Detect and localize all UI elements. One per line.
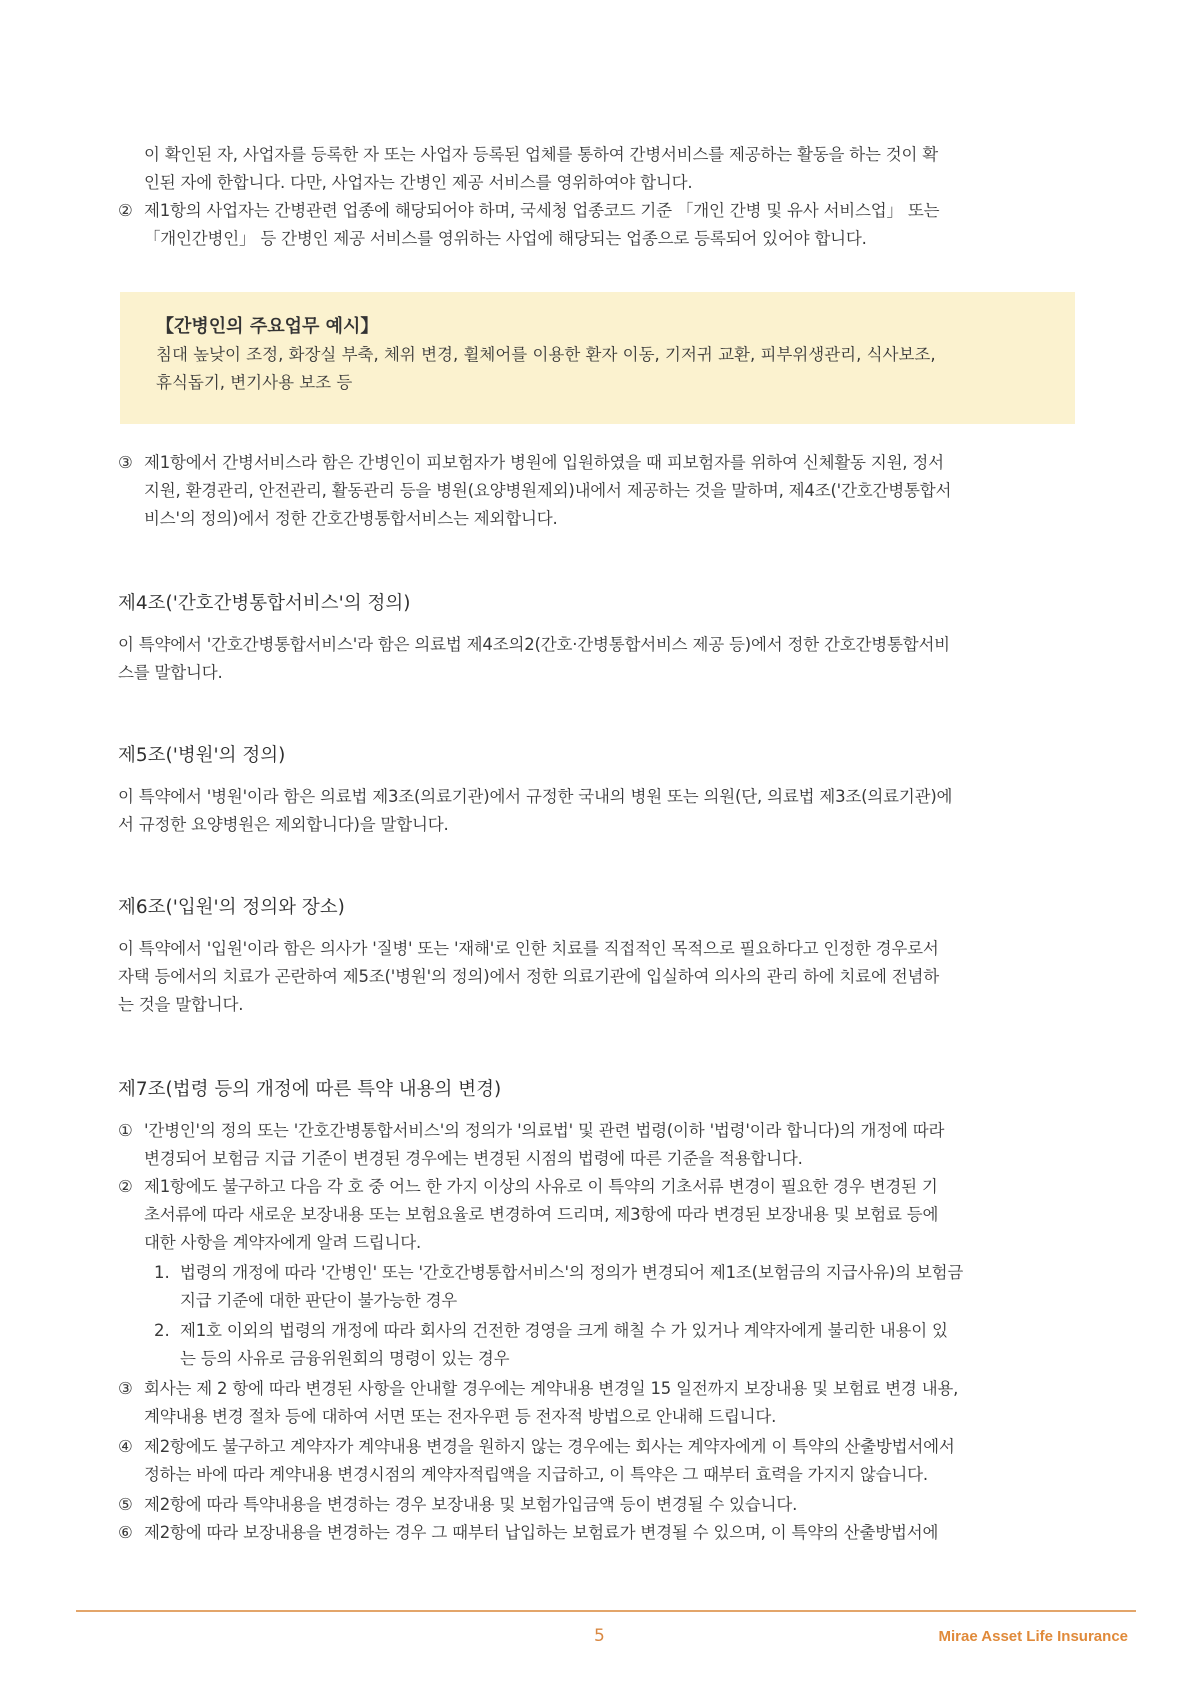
article-7-p3-line-2: 계약내용 변경 절차 등에 대하여 서면 또는 전자우편 등 전자적 방법으로 안내해 드립니다. [144, 1407, 777, 1426]
duty-example-box [120, 292, 1075, 424]
item3-line-3: 비스'의 정의)에서 정한 간호간병통합서비스는 제외합니다. [144, 509, 558, 528]
page-number: 5 [594, 1626, 605, 1646]
duty-box-title: 【간병인의 주요업무 예시】 [156, 316, 379, 337]
article-4-line-1: 이 특약에서 '간호간병통합서비스'라 함은 의료법 제4조의2(간호·간병통합서비스 제공 등)에서 정한 간호간병통합서비 [118, 635, 950, 654]
article-7-p2-line-2: 초서류에 따라 새로운 보장내용 또는 보험요율로 변경하여 드리며, 제3항에 따라 변경된 보장내용 및 보험료 등에 [144, 1205, 939, 1224]
item-number: ② [118, 1177, 133, 1196]
sub-item-number: 2. [154, 1321, 170, 1340]
item-number: ③ [118, 1379, 133, 1398]
article-7-p5-line-1: 제2항에 따라 특약내용을 변경하는 경우 보장내용 및 보험가입금액 등이 변경될 수 있습니다. [144, 1495, 798, 1514]
item3-line-2: 지원, 환경관리, 안전관리, 활동관리 등을 병원(요양병원제외)내에서 제공하는 것을 말하며, 제4조('간호간병통합서 [144, 481, 952, 500]
intro-line-2: 인된 자에 한합니다. 다만, 사업자는 간병인 제공 서비스를 영위하여야 합니다. [144, 173, 693, 192]
article-7-p6-line-1: 제2항에 따라 보장내용을 변경하는 경우 그 때부터 납입하는 보험료가 변경될 수 있으며, 이 특약의 산출방법서에 [144, 1523, 939, 1542]
article-7-p4-line-2: 정하는 바에 따라 계약내용 변경시점의 계약자적립액을 지급하고, 이 특약은 그 때부터 효력을 가지지 않습니다. [144, 1465, 928, 1484]
item-number: ② [118, 201, 133, 220]
intro-line-1: 이 확인된 자, 사업자를 등록한 자 또는 사업자 등록된 업체를 통하여 간병서비스를 제공하는 활동을 하는 것이 확 [144, 145, 939, 164]
item-number: ① [118, 1121, 133, 1140]
article-7-p3-line-1: 회사는 제 2 항에 따라 변경된 사항을 안내할 경우에는 계약내용 변경일 15 일전까지 보장내용 및 보험료 변경 내용, [144, 1379, 959, 1398]
article-6-line-3: 는 것을 말합니다. [118, 995, 244, 1014]
article-7-p2-line-1: 제1항에도 불구하고 다음 각 호 중 어느 한 가지 이상의 사유로 이 특약의 기초서류 변경이 필요한 경우 변경된 기 [144, 1177, 938, 1196]
sub-item-number: 1. [154, 1263, 170, 1282]
duty-box-line-1: 침대 높낮이 조정, 화장실 부축, 체위 변경, 휠체어를 이용한 환자 이동, 기저귀 교환, 피부위생관리, 식사보조, [156, 345, 936, 364]
item-number: ⑥ [118, 1523, 133, 1542]
duty-box-line-2: 휴식돕기, 변기사용 보조 등 [156, 373, 353, 392]
article-6-line-1: 이 특약에서 '입원'이라 함은 의사가 '질병' 또는 '재해'로 인한 치료를 직접적인 목적으로 필요하다고 인정한 경우로서 [118, 939, 939, 958]
article-7-p1-line-1: '간병인'의 정의 또는 '간호간병통합서비스'의 정의가 '의료법' 및 관련 법령(이하 '법령'이라 합니다)의 개정에 따라 [144, 1121, 945, 1140]
article-7-heading: 제7조(법령 등의 개정에 따른 특약 내용의 변경) [118, 1079, 502, 1100]
item3-line-1: 제1항에서 간병서비스라 함은 간병인이 피보험자가 병원에 입원하였을 때 피보험자를 위하여 신체활동 지원, 정서 [144, 453, 944, 472]
article-7-sub2-line-2: 는 등의 사유로 금융위원회의 명령이 있는 경우 [180, 1349, 510, 1368]
article-5-heading: 제5조('병원'의 정의) [118, 745, 286, 766]
item-number: ⑤ [118, 1495, 133, 1514]
article-5-line-2: 서 규정한 요양병원은 제외합니다)을 말합니다. [118, 815, 449, 834]
article-4-line-2: 스를 말합니다. [118, 663, 223, 682]
article-7-p4-line-1: 제2항에도 불구하고 계약자가 계약내용 변경을 원하지 않는 경우에는 회사는 계약자에게 이 특약의 산출방법서에서 [144, 1437, 955, 1456]
article-7-sub1-line-1: 법령의 개정에 따라 '간병인' 또는 '간호간병통합서비스'의 정의가 변경되어 제1조(보험금의 지급사유)의 보험금 [180, 1263, 964, 1282]
article-6-heading: 제6조('입원'의 정의와 장소) [118, 897, 345, 918]
article-4-heading: 제4조('간호간병통합서비스'의 정의) [118, 593, 411, 614]
article-7-sub1-line-2: 지급 기준에 대한 판단이 불가능한 경우 [180, 1291, 458, 1310]
article-5-line-1: 이 특약에서 '병원'이라 함은 의료법 제3조(의료기관)에서 규정한 국내의 병원 또는 의원(단, 의료법 제3조(의료기관)에 [118, 787, 953, 806]
article-7-p1-line-2: 변경되어 보험금 지급 기준이 변경된 경우에는 변경된 시점의 법령에 따른 기준을 적용합니다. [144, 1149, 803, 1168]
footer-divider [76, 1610, 1136, 1612]
item2-line-2: 「개인간병인」 등 간병인 제공 서비스를 영위하는 사업에 해당되는 업종으로 등록되어 있어야 합니다. [144, 229, 867, 248]
article-6-line-2: 자택 등에서의 치료가 곤란하여 제5조('병원'의 정의)에서 정한 의료기관에 입실하여 의사의 관리 하에 치료에 전념하 [118, 967, 940, 986]
article-7-p2-line-3: 대한 사항을 계약자에게 알려 드립니다. [144, 1233, 422, 1252]
item-number: ③ [118, 453, 133, 472]
item-number: ④ [118, 1437, 133, 1456]
item2-line-1: 제1항의 사업자는 간병관련 업종에 해당되어야 하며, 국세청 업종코드 기준 「개인 간병 및 유사 서비스업」 또는 [144, 201, 940, 220]
brand-name: Mirae Asset Life Insurance [938, 1628, 1128, 1645]
article-7-sub2-line-1: 제1호 이외의 법령의 개정에 따라 회사의 건전한 경영을 크게 해칠 수 가 있거나 계약자에게 불리한 내용이 있 [180, 1321, 948, 1340]
